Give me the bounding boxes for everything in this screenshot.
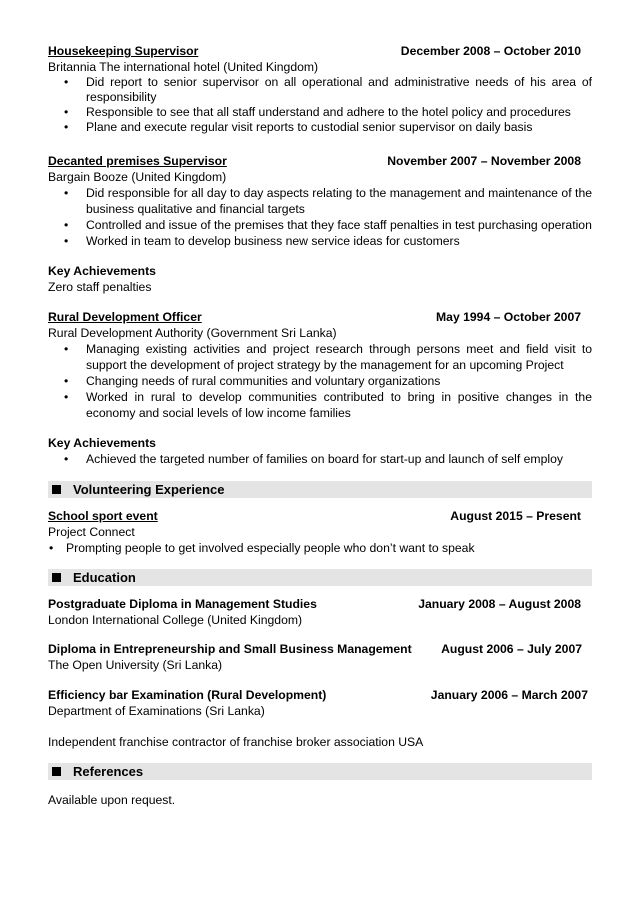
volunteer-bullets xyxy=(48,540,592,556)
job-header xyxy=(48,154,592,169)
education-title: Efficiency bar Examination (Rural Development) xyxy=(48,688,327,702)
achievements-bullets xyxy=(48,451,592,467)
list-item: • Controlled and issue of the premises that they face staff penalties in test purchasing operation xyxy=(48,217,592,233)
list-item: • Responsible to see that all staff understand and adhere to the hotel policy and procedures xyxy=(48,105,592,120)
references-text: Available upon request. xyxy=(48,793,176,807)
section-title: Volunteering Experience xyxy=(73,482,225,497)
square-bullet-icon xyxy=(52,573,61,582)
education-org: London International College (United Kingdom) xyxy=(48,613,303,627)
square-bullet-icon xyxy=(52,485,61,494)
achievements-title: Key Achievements xyxy=(48,436,156,450)
volunteer-dates: August 2015 – Present xyxy=(450,509,581,523)
job-org: Bargain Booze (United Kingdom) xyxy=(48,170,227,184)
job-header xyxy=(48,44,592,59)
resume-page xyxy=(48,44,592,808)
section-header-education xyxy=(48,569,592,586)
education-entry xyxy=(48,687,592,719)
section-header-volunteering xyxy=(48,481,592,498)
achievements-title: Key Achievements xyxy=(48,264,156,278)
education-dates: January 2006 – March 2007 xyxy=(430,688,588,702)
section-title: References xyxy=(73,764,144,779)
square-bullet-icon xyxy=(52,767,61,776)
job-org: Britannia The international hotel (United Kingdom) xyxy=(48,60,319,74)
list-item: • Achieved the targeted number of families on board for start-up and launch of self employ xyxy=(48,451,592,467)
volunteer-org: Project Connect xyxy=(48,525,135,539)
list-item: • Prompting people to get involved especially people who don’t want to speak xyxy=(48,540,592,556)
volunteer-title: School sport event xyxy=(48,509,158,523)
job-bullets xyxy=(48,185,592,249)
education-org: The Open University (Sri Lanka) xyxy=(48,658,223,672)
achievements-text: Zero staff penalties xyxy=(48,280,152,294)
job-title: Housekeeping Supervisor xyxy=(48,44,199,58)
job-title: Decanted premises Supervisor xyxy=(48,154,227,168)
section-header-references xyxy=(48,763,592,780)
education-dates: January 2008 – August 2008 xyxy=(418,597,581,611)
list-item: • Changing needs of rural communities and voluntary organizations xyxy=(48,373,592,389)
volunteer-header xyxy=(48,509,592,524)
list-item: • Worked in team to develop business new service ideas for customers xyxy=(48,233,592,249)
list-item: • Did responsible for all day to day aspects relating to the management and maintenance of the business qualitative and financial targets xyxy=(48,185,592,217)
education-header xyxy=(48,641,592,657)
education-header xyxy=(48,596,592,612)
list-item: • Worked in rural to develop communities contributed to bring in positive changes in the economy and social levels of low income families xyxy=(48,389,592,421)
job-dates: May 1994 – October 2007 xyxy=(436,310,581,324)
education-note: Independent franchise contractor of franchise broker association USA xyxy=(48,735,424,749)
job-bullets xyxy=(48,341,592,421)
list-item: • Managing existing activities and project research through persons meet and field visit to support the development of project strategy by the management for an upcoming Project xyxy=(48,341,592,373)
list-item: • Plane and execute regular visit reports to custodial senior supervisor on daily basis xyxy=(48,120,592,135)
education-title: Diploma in Entrepreneurship and Small Business Management xyxy=(48,642,412,656)
job-bullets xyxy=(48,75,592,135)
volunteer-entry xyxy=(48,509,592,556)
education-title: Postgraduate Diploma in Management Studies xyxy=(48,597,317,611)
education-entry xyxy=(48,641,592,673)
job-housekeeping xyxy=(48,44,592,135)
job-header xyxy=(48,310,592,325)
job-org: Rural Development Authority (Government Sri Lanka) xyxy=(48,326,337,340)
education-header xyxy=(48,687,592,703)
job-dates: November 2007 – November 2008 xyxy=(387,154,581,168)
job-title: Rural Development Officer xyxy=(48,310,202,324)
education-org: Department of Examinations (Sri Lanka) xyxy=(48,704,265,718)
education-entry xyxy=(48,596,592,628)
education-dates: August 2006 – July 2007 xyxy=(441,642,582,656)
job-dates: December 2008 – October 2010 xyxy=(400,44,581,58)
list-item: • Did report to senior supervisor on all operational and administrative needs of his area of responsibility xyxy=(48,75,592,105)
job-decanted xyxy=(48,154,592,295)
job-rural xyxy=(48,310,592,467)
section-title: Education xyxy=(73,570,136,585)
